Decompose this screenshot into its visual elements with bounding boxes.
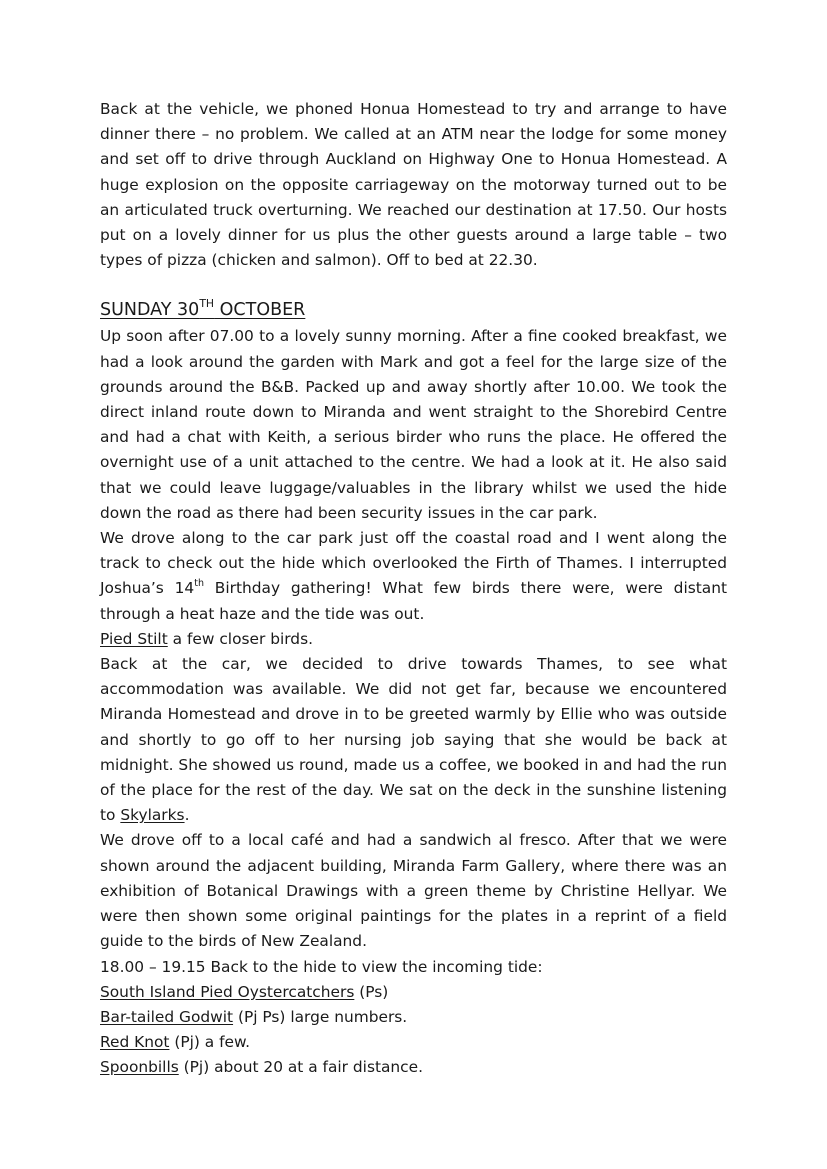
day-heading xyxy=(100,297,727,324)
bird-name: South Island Pied Oystercatchers xyxy=(100,982,355,1001)
sighting-item xyxy=(100,1005,727,1030)
bird-note: a few closer birds. xyxy=(167,629,313,648)
hide-text-end: Birthday gathering! What few birds there were, were distant through a heat haze and the tide was out. xyxy=(100,579,727,623)
bird-note: (Ps) xyxy=(354,982,389,1001)
heading-month: OCTOBER xyxy=(214,300,306,321)
paragraph-gallery: We drove off to a local café and had a sandwich al fresco. After that we were shown around the adjacent building, Miranda Farm Gallery, where there was an exhibition of Botanical Drawings with a green theme by Christine Hellyar. We were then shown some original paintings for the plates in a reprint of a field guide to the birds of New Zealand. xyxy=(100,831,727,951)
sighting-pied-stilt xyxy=(100,627,727,652)
heading-superscript: TH xyxy=(199,297,215,311)
bird-note: (Pj Ps) large numbers. xyxy=(233,1007,408,1026)
bird-name: Skylarks xyxy=(120,806,185,825)
birthday-superscript: th xyxy=(194,578,204,590)
heading-day: SUNDAY 30 xyxy=(100,300,200,321)
bird-note: (Pj) about 20 at a fair distance. xyxy=(178,1058,424,1077)
sighting-item xyxy=(100,1055,727,1080)
diary-page xyxy=(100,97,727,1081)
homestead-text: Back at the car, we decided to drive towards Thames, to see what accommodation was available. We did not get far, because we encountered Miranda Homestead and drove in to be greeted warmly by Ellie who was outside and shortly to go off to her nursing job saying that she would be back at midnight. She showed us round, made us a coffee, we booked in and had the run of the place for the rest of the day. We sat on the deck in the sunshine listening to xyxy=(100,655,727,825)
homestead-text-end: . xyxy=(184,806,190,825)
hide-text: We drove along to the car park just off the coastal road and I went along the track to check out the hide which overlooked the Firth of Thames. I interrupted Joshua’s 14 xyxy=(100,529,727,598)
paragraph-gap xyxy=(100,273,727,297)
bird-name: Red Knot xyxy=(100,1033,170,1052)
sighting-item xyxy=(100,980,727,1005)
bird-name: Spoonbills xyxy=(100,1058,179,1077)
bird-note: (Pj) a few. xyxy=(169,1033,251,1052)
paragraph-morning: Up soon after 07.00 to a lovely sunny morning. After a fine cooked breakfast, we had a look around the garden with Mark and got a feel for the large size of the grounds around the B&B. Packed up and away shortly after 10.00. We took the direct inland route down to Miranda and went straight to the Shorebird Centre and had a chat with Keith, a serious birder who runs the place. He offered the overnight use of a unit attached to the centre. We had a look at it. He also said that we could leave luggage/valuables in the library whilst we used the hide down the road as there had been security issues in the car park. xyxy=(100,327,727,522)
bird-name: Pied Stilt xyxy=(100,629,168,648)
sighting-item xyxy=(100,1030,727,1055)
paragraph-vehicle: Back at the vehicle, we phoned Honua Homestead to try and arrange to have dinner there – no problem. We called at an ATM near the lodge for some money and set off to drive through Auckland on Highway One to Honua Homestead. A huge explosion on the opposite carriageway on the motorway turned out to be an articulated truck overturning. We reached our destination at 17.50. Our hosts put on a lovely dinner for us plus the other guests around a large table – two types of pizza (chicken and salmon). Off to bed at 22.30. xyxy=(100,100,727,270)
tide-line: 18.00 – 19.15 Back to the hide to view the incoming tide: xyxy=(100,957,543,976)
paragraph-homestead xyxy=(100,652,727,828)
bird-name: Bar-tailed Godwit xyxy=(100,1007,234,1026)
paragraph-hide xyxy=(100,526,727,627)
